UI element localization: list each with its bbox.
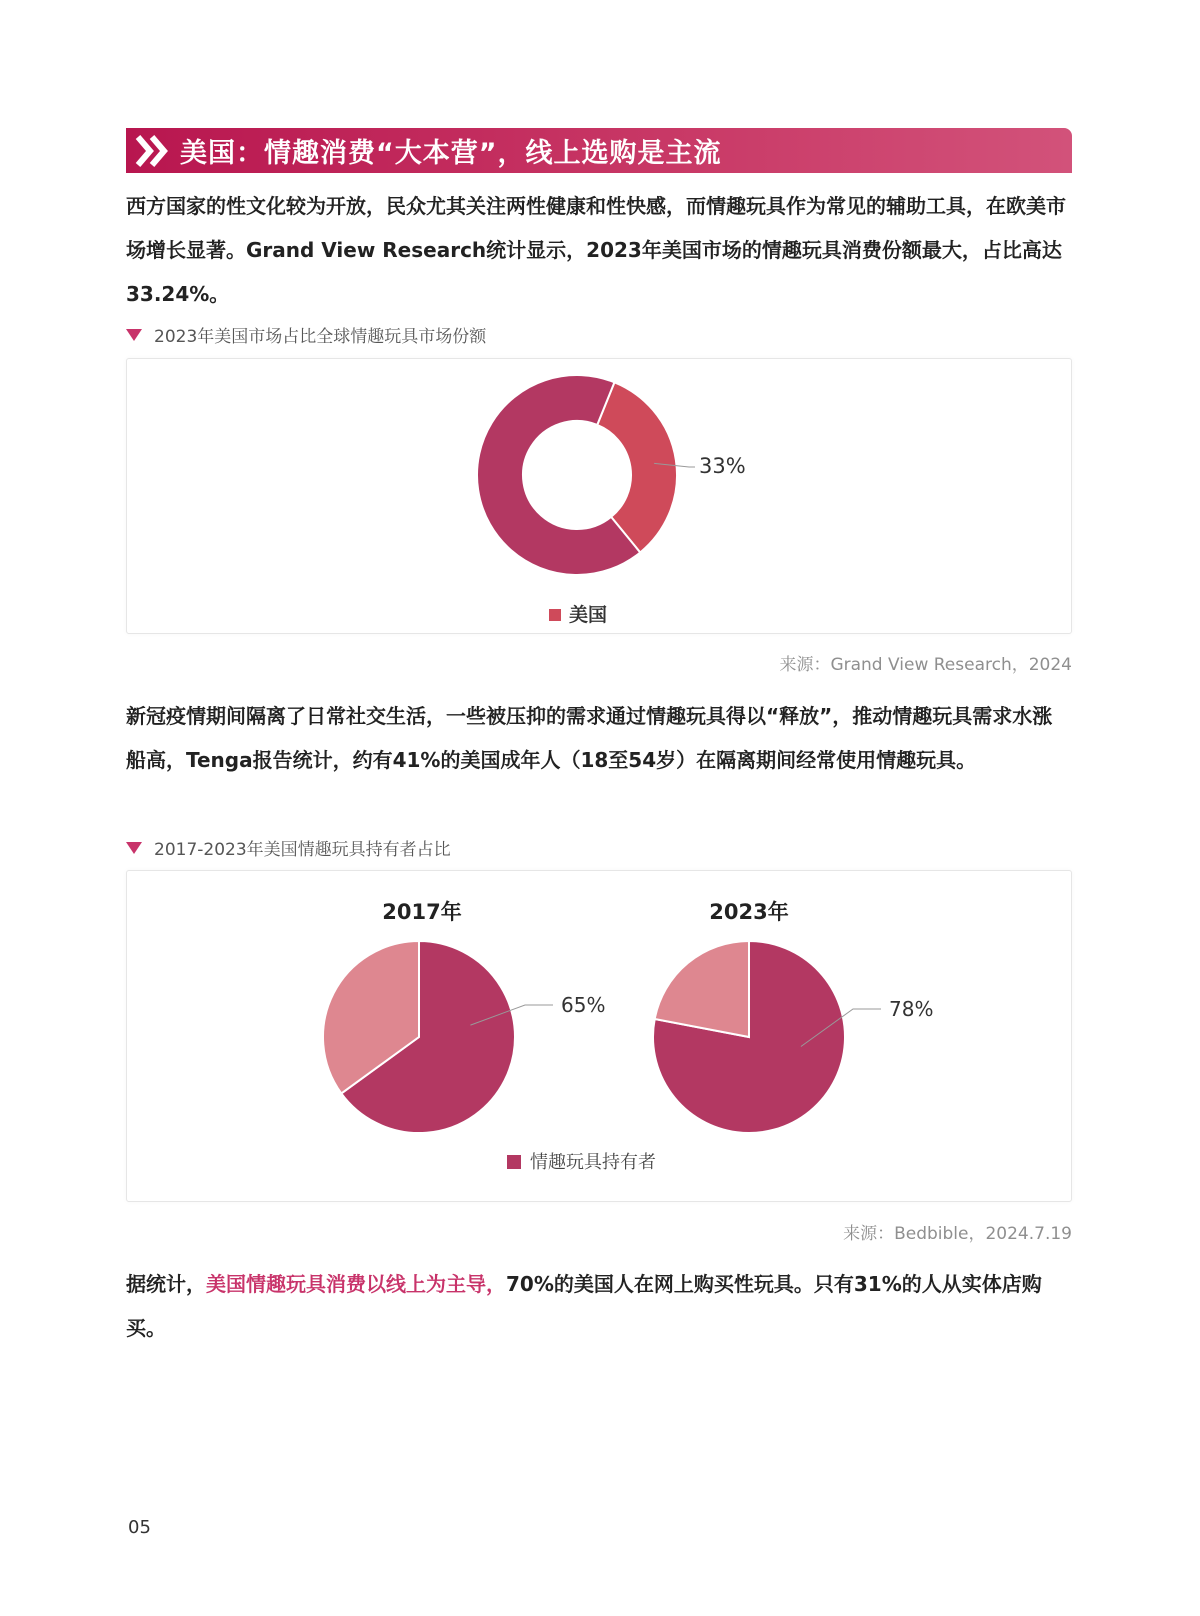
page-number: 05 [128, 1517, 151, 1538]
donut-label-usa: 33% [699, 454, 746, 478]
figure2-title [126, 835, 451, 860]
donut-chart-panel [126, 358, 1072, 634]
pie-2023-title: 2023年 [709, 900, 789, 924]
online-paragraph [126, 1262, 1072, 1350]
pie-2023-label: 78% [889, 997, 934, 1021]
double-chevron-icon [126, 128, 178, 173]
figure1-source: 来源：Grand View Research，2024 [779, 655, 1072, 675]
pie-charts [127, 871, 1073, 1203]
online-paragraph-rest: 70%的美国人在网上购买性玩具。只有31%的人从实体店购买。 [126, 1272, 1042, 1340]
figure2-source: 来源：Bedbible，2024.7.19 [843, 1224, 1072, 1244]
section-banner [126, 128, 1072, 173]
online-highlight: 美国情趣玩具消费以线上为主导， [206, 1272, 506, 1296]
pie-2017-label: 65% [561, 993, 606, 1017]
pie-2017-title: 2017年 [382, 900, 462, 924]
covid-paragraph: 新冠疫情期间隔离了日常社交生活，一些被压抑的需求通过情趣玩具得以“释放”，推动情趣玩具需求水涨船高，Tenga报告统计，约有41%的美国成年人（18至54岁）在隔离期间经常使用情趣玩具。 [126, 704, 1053, 772]
legend-label-usa: 美国 [569, 604, 608, 626]
donut-chart [127, 359, 1073, 635]
figure1-title [126, 322, 486, 347]
figure1-title-text: 2023年美国市场占比全球情趣玩具市场份额 [154, 327, 487, 347]
triangle-down-icon [126, 842, 142, 854]
section-title: 美国：情趣消费“大本营”，线上选购是主流 [180, 138, 722, 169]
triangle-down-icon [126, 329, 142, 341]
legend-swatch-owners [507, 1155, 521, 1169]
online-paragraph-lead: 据统计， [126, 1272, 206, 1296]
intro-paragraph: 西方国家的性文化较为开放，民众尤其关注两性健康和性快感，而情趣玩具作为常见的辅助工具，在欧美市场增长显著。Grand View Research统计显示，2023年美国市场的情趣玩具消费份额最大，占比高达33.24%。 [126, 194, 1066, 306]
legend-swatch-usa [549, 609, 561, 621]
pie-2023-slice-other [655, 941, 749, 1037]
figure2-title-text: 2017-2023年美国情趣玩具持有者占比 [154, 840, 451, 860]
legend-label-owners: 情趣玩具持有者 [530, 1152, 656, 1173]
pie-charts-panel [126, 870, 1072, 1202]
